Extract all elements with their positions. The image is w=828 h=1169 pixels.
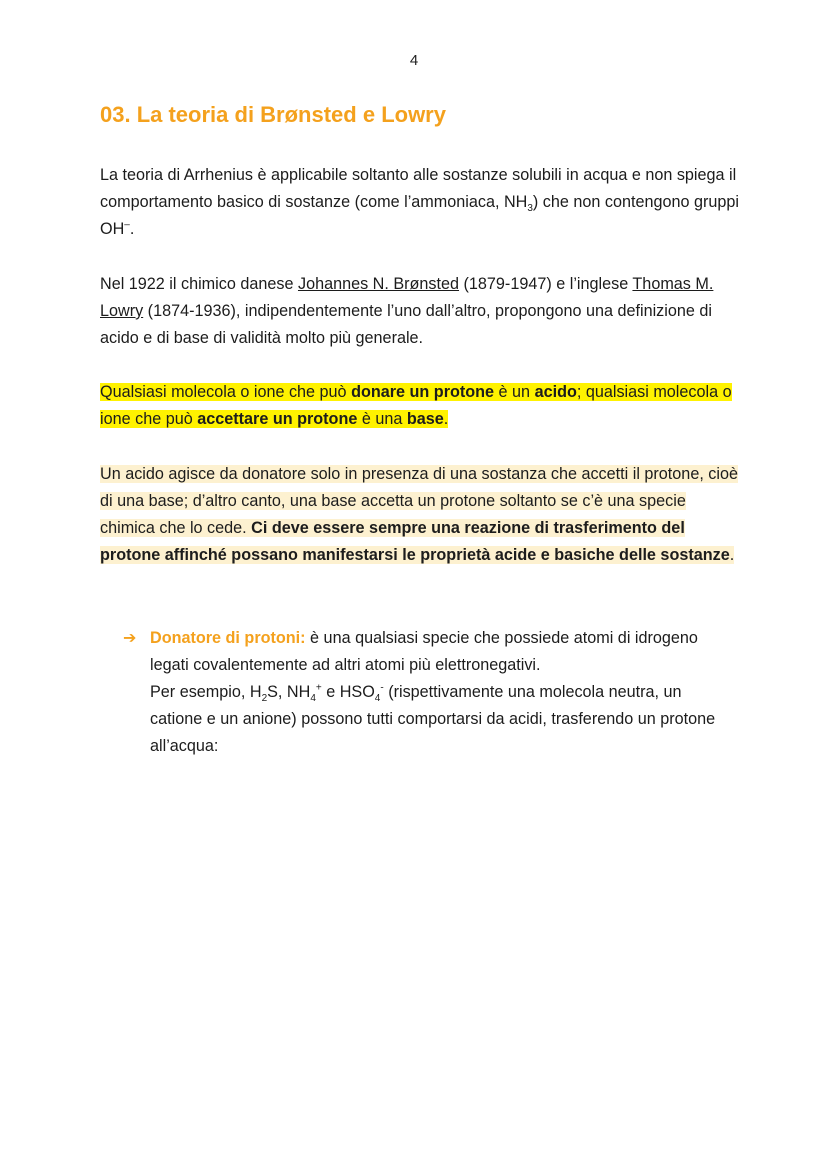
arrow-right-icon: ➔ <box>123 630 137 647</box>
paragraph-arrhenius: La teoria di Arrhenius è applicabile soltanto alle sostanze solubili in acqua e non spiega il comportamento basico di sostanze (come l’ammoniaca, $NH_3$) che non contengono gruppi OH–. <box>100 166 740 238</box>
page-number: 4 <box>409 52 419 69</box>
definition-highlight: Qualsiasi molecola o ione che può donare un protone è un acido; qualsiasi molecola o ione che può accettare un protone è una base. <box>100 383 732 428</box>
bullet-proton-donor <box>123 625 733 760</box>
bronsted-name: Johannes N. Brønsted <box>297 275 460 293</box>
bullet-label: Donatore di protoni: <box>150 629 306 647</box>
paragraph-history: Nel 1922 il chimico danese Johannes N. Brønsted (1879-1947) e l’inglese Thomas M. Lowry (1874-1936), indipendentemente l’uno dall’altro, propongono una definizione di acido e di base di validità molto più generale. <box>100 275 714 347</box>
paragraph-proton-transfer: Un acido agisce da donatore solo in presenza di una sostanza che accetti il protone, cioè di una base; d’altro canto, una base accetta un protone soltanto se c’è una specie chimica che lo cede. Ci deve essere sempre una reazione di trasferimento del protone affinché possano manifestarsi le proprietà acide e basiche delle sostanze. <box>100 465 739 564</box>
lowry-name: Thomas M. Lowry <box>100 275 714 320</box>
bullet-text: Donatore di protoni: è una qualsiasi specie che possiede atomi di idrogeno legati covalentemente ad altri atomi più elettronegativi. Per esempio, $H_2S$, $NH_4^+$ e $HSO_4^-$ (rispettivamente una molecola neutra, un catione e un anione) possono tutti comportarsi da acidi, trasferendo un protone all’acqua: <box>150 629 716 755</box>
section-title: 03. La teoria di Brønsted e Lowry <box>100 102 446 127</box>
